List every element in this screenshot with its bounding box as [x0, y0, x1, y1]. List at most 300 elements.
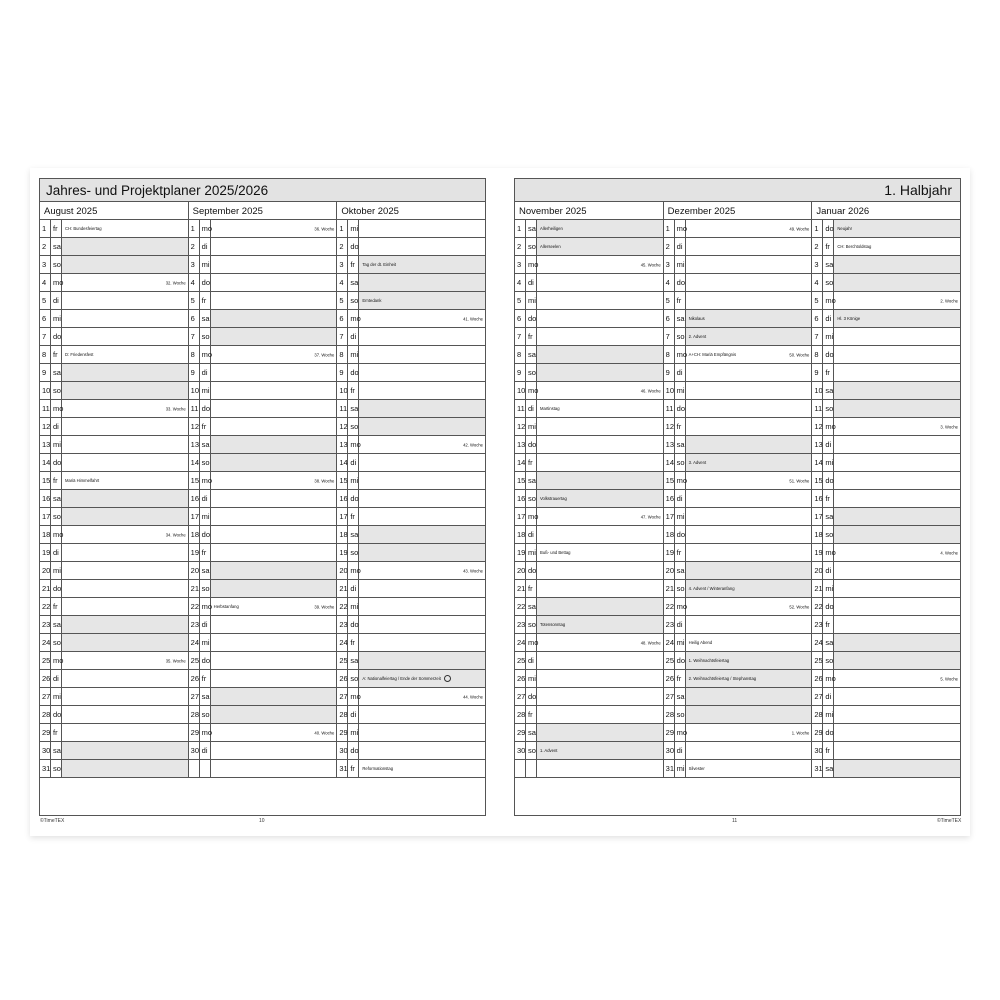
day-note-cell[interactable]: [686, 724, 812, 741]
day-row[interactable]: [515, 580, 663, 598]
day-row[interactable]: [337, 418, 485, 436]
day-row[interactable]: [664, 760, 812, 778]
day-note-cell[interactable]: [686, 508, 812, 525]
day-note-cell[interactable]: [211, 652, 337, 669]
day-row[interactable]: [337, 292, 485, 310]
day-note-cell[interactable]: [211, 688, 337, 705]
day-row[interactable]: [40, 364, 188, 382]
day-note-cell[interactable]: [359, 436, 485, 453]
day-note-cell[interactable]: [211, 292, 337, 309]
day-row[interactable]: [812, 490, 960, 508]
day-note-cell[interactable]: [834, 616, 960, 633]
day-row[interactable]: [189, 508, 337, 526]
day-row[interactable]: [812, 346, 960, 364]
day-row[interactable]: [337, 220, 485, 238]
day-note-cell[interactable]: [537, 436, 663, 453]
day-row[interactable]: [40, 418, 188, 436]
day-note-cell[interactable]: [537, 238, 663, 255]
day-row[interactable]: [812, 562, 960, 580]
day-note-cell[interactable]: [62, 562, 188, 579]
day-row[interactable]: [812, 670, 960, 688]
day-row[interactable]: [189, 490, 337, 508]
day-note-cell[interactable]: [537, 670, 663, 687]
day-row[interactable]: [337, 544, 485, 562]
day-note-cell[interactable]: [359, 454, 485, 471]
day-row[interactable]: [664, 526, 812, 544]
day-row[interactable]: [40, 454, 188, 472]
day-row[interactable]: [337, 598, 485, 616]
day-row[interactable]: [515, 292, 663, 310]
day-row[interactable]: [664, 688, 812, 706]
day-note-cell[interactable]: [211, 238, 337, 255]
day-row[interactable]: [40, 616, 188, 634]
day-row[interactable]: [40, 490, 188, 508]
day-note-cell[interactable]: [686, 580, 812, 597]
day-row[interactable]: [189, 562, 337, 580]
day-note-cell[interactable]: [211, 490, 337, 507]
day-note-cell[interactable]: [211, 562, 337, 579]
day-note-cell[interactable]: [62, 472, 188, 489]
day-note-cell[interactable]: [834, 238, 960, 255]
day-row[interactable]: [189, 418, 337, 436]
day-row[interactable]: [664, 382, 812, 400]
day-note-cell[interactable]: [62, 436, 188, 453]
day-note-cell[interactable]: [62, 706, 188, 723]
day-note-cell[interactable]: [834, 760, 960, 777]
day-note-cell[interactable]: [211, 436, 337, 453]
day-row[interactable]: [337, 508, 485, 526]
day-row[interactable]: [189, 346, 337, 364]
day-note-cell[interactable]: [537, 526, 663, 543]
day-row[interactable]: [40, 400, 188, 418]
day-note-cell[interactable]: [62, 688, 188, 705]
day-row[interactable]: [189, 616, 337, 634]
day-note-cell[interactable]: [537, 346, 663, 363]
day-row[interactable]: [40, 238, 188, 256]
day-row[interactable]: [812, 454, 960, 472]
day-row[interactable]: [337, 562, 485, 580]
day-row[interactable]: [515, 760, 663, 778]
day-note-cell[interactable]: [62, 310, 188, 327]
day-note-cell[interactable]: [686, 454, 812, 471]
day-note-cell[interactable]: [537, 508, 663, 525]
day-row[interactable]: [189, 580, 337, 598]
day-note-cell[interactable]: [834, 418, 960, 435]
day-note-cell[interactable]: [211, 598, 337, 615]
day-row[interactable]: [515, 652, 663, 670]
day-row[interactable]: [812, 634, 960, 652]
day-row[interactable]: [40, 220, 188, 238]
day-row[interactable]: [664, 508, 812, 526]
day-row[interactable]: [189, 274, 337, 292]
day-note-cell[interactable]: [686, 472, 812, 489]
day-note-cell[interactable]: [62, 454, 188, 471]
day-note-cell[interactable]: [537, 544, 663, 561]
day-row[interactable]: [515, 562, 663, 580]
day-note-cell[interactable]: [211, 634, 337, 651]
day-note-cell[interactable]: [537, 616, 663, 633]
day-row[interactable]: [515, 418, 663, 436]
day-note-cell[interactable]: [834, 598, 960, 615]
day-note-cell[interactable]: [62, 238, 188, 255]
day-note-cell[interactable]: [62, 634, 188, 651]
day-note-cell[interactable]: [834, 220, 960, 237]
day-row[interactable]: [40, 760, 188, 778]
day-row[interactable]: [337, 526, 485, 544]
day-note-cell[interactable]: [359, 742, 485, 759]
day-note-cell[interactable]: [686, 562, 812, 579]
day-row[interactable]: [515, 238, 663, 256]
day-note-cell[interactable]: [62, 724, 188, 741]
day-row[interactable]: [189, 472, 337, 490]
day-note-cell[interactable]: [359, 490, 485, 507]
day-row[interactable]: [664, 742, 812, 760]
day-note-cell[interactable]: [686, 598, 812, 615]
day-row[interactable]: [40, 598, 188, 616]
day-row[interactable]: [337, 634, 485, 652]
day-note-cell[interactable]: [359, 760, 485, 777]
day-row[interactable]: [40, 472, 188, 490]
day-row[interactable]: [40, 526, 188, 544]
day-note-cell[interactable]: [834, 454, 960, 471]
day-note-cell[interactable]: [834, 562, 960, 579]
day-row[interactable]: [515, 526, 663, 544]
day-row[interactable]: [40, 274, 188, 292]
day-row[interactable]: [337, 436, 485, 454]
day-note-cell[interactable]: [834, 382, 960, 399]
day-row[interactable]: [515, 724, 663, 742]
day-row[interactable]: [337, 328, 485, 346]
day-note-cell[interactable]: [62, 670, 188, 687]
day-row[interactable]: [189, 634, 337, 652]
day-row[interactable]: [189, 760, 337, 778]
day-note-cell[interactable]: [359, 526, 485, 543]
day-note-cell[interactable]: [62, 616, 188, 633]
day-note-cell[interactable]: [359, 652, 485, 669]
day-row[interactable]: [40, 742, 188, 760]
day-row[interactable]: [515, 616, 663, 634]
day-row[interactable]: [40, 562, 188, 580]
day-row[interactable]: [337, 346, 485, 364]
day-row[interactable]: [189, 238, 337, 256]
day-note-cell[interactable]: [537, 652, 663, 669]
day-note-cell[interactable]: [537, 310, 663, 327]
day-row[interactable]: [337, 688, 485, 706]
day-note-cell[interactable]: [62, 544, 188, 561]
day-note-cell[interactable]: [211, 256, 337, 273]
day-note-cell[interactable]: [359, 688, 485, 705]
day-row[interactable]: [40, 706, 188, 724]
day-row[interactable]: [664, 418, 812, 436]
day-note-cell[interactable]: [62, 580, 188, 597]
day-note-cell[interactable]: [537, 454, 663, 471]
day-row[interactable]: [664, 364, 812, 382]
day-note-cell[interactable]: [686, 634, 812, 651]
day-row[interactable]: [515, 490, 663, 508]
day-note-cell[interactable]: [62, 418, 188, 435]
day-row[interactable]: [40, 544, 188, 562]
day-row[interactable]: [664, 292, 812, 310]
day-note-cell[interactable]: [359, 616, 485, 633]
day-note-cell[interactable]: [62, 220, 188, 237]
day-note-cell[interactable]: [62, 490, 188, 507]
day-note-cell[interactable]: [537, 760, 663, 777]
day-note-cell[interactable]: [834, 634, 960, 651]
day-row[interactable]: [515, 472, 663, 490]
day-note-cell[interactable]: [537, 472, 663, 489]
day-row[interactable]: [337, 580, 485, 598]
day-note-cell[interactable]: [211, 220, 337, 237]
day-row[interactable]: [337, 382, 485, 400]
day-note-cell[interactable]: [537, 490, 663, 507]
day-row[interactable]: [337, 454, 485, 472]
day-row[interactable]: [664, 400, 812, 418]
day-note-cell[interactable]: [211, 364, 337, 381]
day-row[interactable]: [515, 742, 663, 760]
day-note-cell[interactable]: [62, 400, 188, 417]
day-note-cell[interactable]: [537, 382, 663, 399]
day-row[interactable]: [812, 544, 960, 562]
day-note-cell[interactable]: [537, 418, 663, 435]
day-note-cell[interactable]: [537, 328, 663, 345]
day-row[interactable]: [812, 580, 960, 598]
day-row[interactable]: [40, 382, 188, 400]
day-note-cell[interactable]: [211, 580, 337, 597]
day-note-cell[interactable]: [62, 742, 188, 759]
day-note-cell[interactable]: [359, 724, 485, 741]
day-row[interactable]: [40, 688, 188, 706]
day-note-cell[interactable]: [359, 418, 485, 435]
day-row[interactable]: [664, 238, 812, 256]
day-note-cell[interactable]: [834, 346, 960, 363]
day-note-cell[interactable]: [537, 724, 663, 741]
day-note-cell[interactable]: [62, 328, 188, 345]
day-note-cell[interactable]: [62, 526, 188, 543]
day-row[interactable]: [515, 382, 663, 400]
day-row[interactable]: [189, 436, 337, 454]
day-row[interactable]: [189, 742, 337, 760]
day-note-cell[interactable]: [537, 562, 663, 579]
day-row[interactable]: [812, 760, 960, 778]
day-row[interactable]: [337, 400, 485, 418]
day-note-cell[interactable]: [62, 760, 188, 777]
day-note-cell[interactable]: [359, 670, 485, 687]
day-row[interactable]: [189, 400, 337, 418]
day-note-cell[interactable]: [62, 382, 188, 399]
day-row[interactable]: [515, 706, 663, 724]
day-row[interactable]: [189, 292, 337, 310]
day-note-cell[interactable]: [211, 346, 337, 363]
day-row[interactable]: [337, 256, 485, 274]
day-row[interactable]: [189, 364, 337, 382]
day-note-cell[interactable]: [834, 292, 960, 309]
day-row[interactable]: [812, 238, 960, 256]
day-note-cell[interactable]: [537, 706, 663, 723]
day-row[interactable]: [337, 706, 485, 724]
day-note-cell[interactable]: [537, 742, 663, 759]
day-note-cell[interactable]: [686, 490, 812, 507]
day-note-cell[interactable]: [359, 238, 485, 255]
day-row[interactable]: [189, 544, 337, 562]
day-row[interactable]: [189, 526, 337, 544]
day-note-cell[interactable]: [834, 436, 960, 453]
day-note-cell[interactable]: [211, 274, 337, 291]
day-row[interactable]: [189, 454, 337, 472]
day-note-cell[interactable]: [359, 310, 485, 327]
day-row[interactable]: [515, 364, 663, 382]
day-note-cell[interactable]: [834, 544, 960, 561]
day-note-cell[interactable]: [537, 400, 663, 417]
day-row[interactable]: [515, 544, 663, 562]
day-row[interactable]: [664, 652, 812, 670]
day-row[interactable]: [337, 760, 485, 778]
day-row[interactable]: [189, 256, 337, 274]
day-row[interactable]: [812, 706, 960, 724]
day-row[interactable]: [337, 472, 485, 490]
day-note-cell[interactable]: [62, 508, 188, 525]
day-note-cell[interactable]: [686, 544, 812, 561]
day-row[interactable]: [664, 544, 812, 562]
day-row[interactable]: [337, 652, 485, 670]
day-row[interactable]: [515, 346, 663, 364]
day-note-cell[interactable]: [834, 580, 960, 597]
day-row[interactable]: [189, 688, 337, 706]
day-note-cell[interactable]: [62, 598, 188, 615]
day-row[interactable]: [515, 634, 663, 652]
day-note-cell[interactable]: [834, 256, 960, 273]
day-row[interactable]: [40, 346, 188, 364]
day-row[interactable]: [812, 652, 960, 670]
day-note-cell[interactable]: [359, 580, 485, 597]
day-note-cell[interactable]: [686, 328, 812, 345]
day-note-cell[interactable]: [62, 292, 188, 309]
day-row[interactable]: [40, 670, 188, 688]
day-note-cell[interactable]: [211, 382, 337, 399]
day-row[interactable]: [337, 616, 485, 634]
day-row[interactable]: [515, 688, 663, 706]
day-note-cell[interactable]: [537, 364, 663, 381]
day-row[interactable]: [40, 436, 188, 454]
day-note-cell[interactable]: [211, 418, 337, 435]
day-note-cell[interactable]: [834, 472, 960, 489]
day-note-cell[interactable]: [359, 634, 485, 651]
day-row[interactable]: [40, 508, 188, 526]
day-row[interactable]: [812, 382, 960, 400]
day-row[interactable]: [664, 328, 812, 346]
day-note-cell[interactable]: [834, 310, 960, 327]
day-row[interactable]: [40, 256, 188, 274]
day-row[interactable]: [664, 256, 812, 274]
day-row[interactable]: [664, 562, 812, 580]
day-row[interactable]: [337, 238, 485, 256]
day-row[interactable]: [812, 688, 960, 706]
day-note-cell[interactable]: [211, 472, 337, 489]
day-note-cell[interactable]: [537, 688, 663, 705]
day-note-cell[interactable]: [834, 490, 960, 507]
day-note-cell[interactable]: [686, 652, 812, 669]
day-row[interactable]: [664, 220, 812, 238]
day-note-cell[interactable]: [211, 742, 337, 759]
day-row[interactable]: [664, 598, 812, 616]
day-row[interactable]: [40, 580, 188, 598]
day-note-cell[interactable]: [686, 418, 812, 435]
day-row[interactable]: [664, 634, 812, 652]
day-note-cell[interactable]: [834, 508, 960, 525]
day-row[interactable]: [812, 220, 960, 238]
day-note-cell[interactable]: [62, 652, 188, 669]
day-row[interactable]: [664, 580, 812, 598]
day-note-cell[interactable]: [686, 382, 812, 399]
day-note-cell[interactable]: [62, 274, 188, 291]
day-row[interactable]: [812, 526, 960, 544]
day-note-cell[interactable]: [359, 346, 485, 363]
day-note-cell[interactable]: [211, 616, 337, 633]
day-note-cell[interactable]: [686, 742, 812, 759]
day-note-cell[interactable]: [834, 742, 960, 759]
day-note-cell[interactable]: [359, 562, 485, 579]
day-note-cell[interactable]: [686, 364, 812, 381]
day-row[interactable]: [664, 472, 812, 490]
day-row[interactable]: [664, 310, 812, 328]
day-row[interactable]: [664, 454, 812, 472]
day-note-cell[interactable]: [537, 256, 663, 273]
day-note-cell[interactable]: [211, 328, 337, 345]
day-row[interactable]: [189, 328, 337, 346]
day-row[interactable]: [189, 382, 337, 400]
day-row[interactable]: [189, 310, 337, 328]
day-row[interactable]: [515, 220, 663, 238]
day-row[interactable]: [515, 454, 663, 472]
day-row[interactable]: [515, 436, 663, 454]
day-row[interactable]: [189, 652, 337, 670]
day-note-cell[interactable]: [537, 274, 663, 291]
day-note-cell[interactable]: [211, 760, 337, 777]
day-row[interactable]: [515, 670, 663, 688]
day-row[interactable]: [515, 274, 663, 292]
day-note-cell[interactable]: [686, 400, 812, 417]
day-row[interactable]: [337, 742, 485, 760]
day-row[interactable]: [337, 724, 485, 742]
day-row[interactable]: [40, 328, 188, 346]
day-row[interactable]: [515, 256, 663, 274]
day-note-cell[interactable]: [686, 436, 812, 453]
day-note-cell[interactable]: [211, 670, 337, 687]
day-row[interactable]: [337, 274, 485, 292]
day-note-cell[interactable]: [686, 310, 812, 327]
day-row[interactable]: [812, 400, 960, 418]
day-note-cell[interactable]: [359, 544, 485, 561]
day-row[interactable]: [337, 490, 485, 508]
day-row[interactable]: [337, 310, 485, 328]
day-note-cell[interactable]: [359, 400, 485, 417]
day-note-cell[interactable]: [686, 274, 812, 291]
day-note-cell[interactable]: [834, 328, 960, 345]
day-row[interactable]: [664, 616, 812, 634]
day-row[interactable]: [664, 436, 812, 454]
day-note-cell[interactable]: [359, 292, 485, 309]
day-note-cell[interactable]: [211, 724, 337, 741]
day-note-cell[interactable]: [359, 220, 485, 237]
day-note-cell[interactable]: [686, 220, 812, 237]
day-row[interactable]: [812, 472, 960, 490]
day-row[interactable]: [40, 652, 188, 670]
day-row[interactable]: [812, 364, 960, 382]
day-row[interactable]: [515, 598, 663, 616]
day-note-cell[interactable]: [359, 328, 485, 345]
day-row[interactable]: [664, 490, 812, 508]
day-note-cell[interactable]: [359, 598, 485, 615]
day-note-cell[interactable]: [62, 364, 188, 381]
